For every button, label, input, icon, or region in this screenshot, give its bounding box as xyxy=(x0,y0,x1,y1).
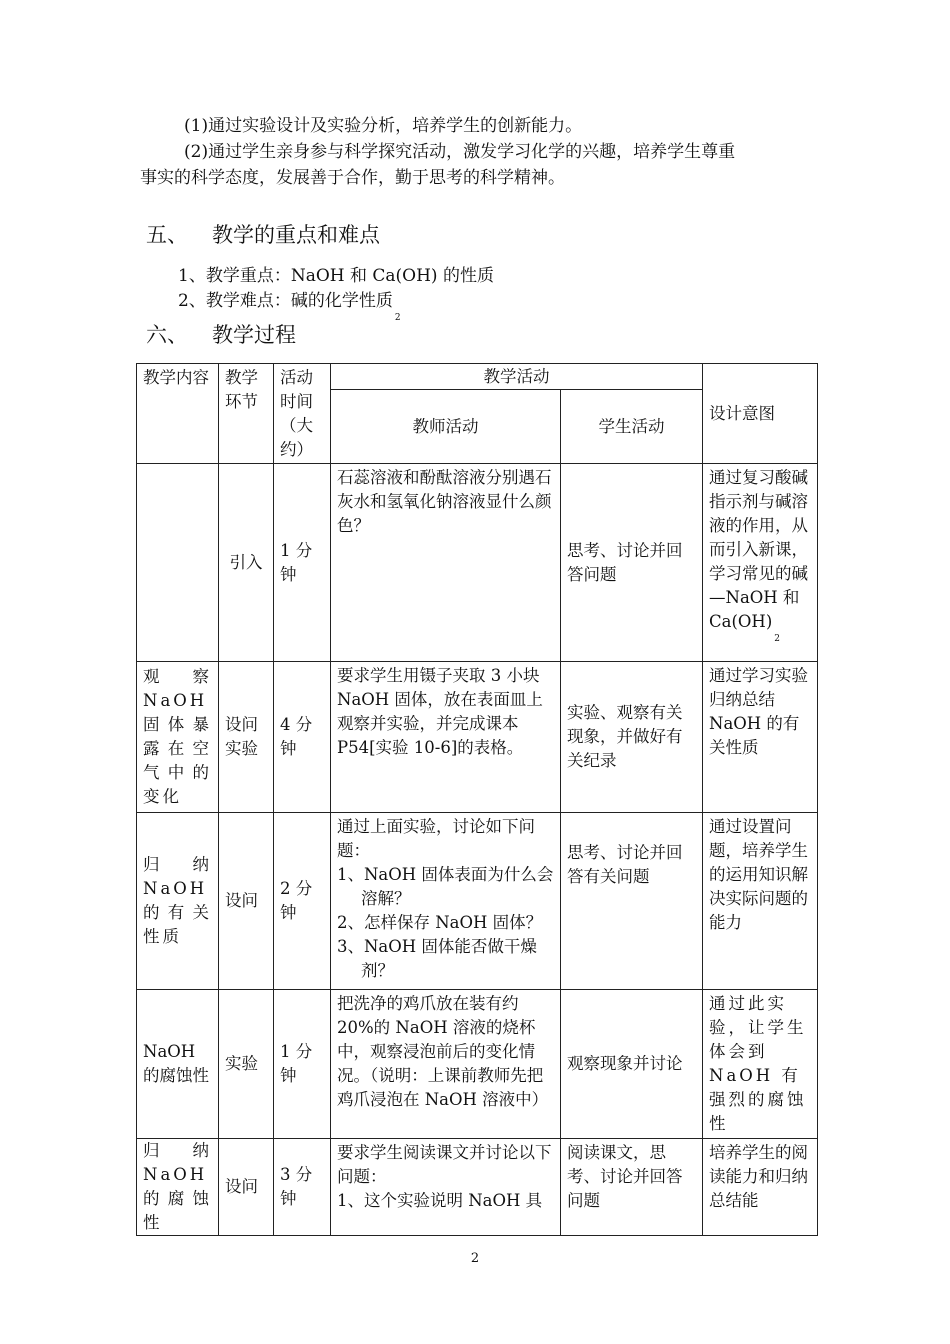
teacher-intro: 要求学生阅读课文并讨论以下问题： xyxy=(337,1143,552,1186)
row-student: 观察现象并讨论 xyxy=(561,990,703,1139)
section-5-title: 教学的重点和难点 xyxy=(212,223,380,247)
section-5-heading xyxy=(146,220,380,250)
row-teacher xyxy=(331,813,561,990)
header-time-line: 时间 xyxy=(280,392,313,411)
page-number: 2 xyxy=(470,1251,480,1266)
row-stage: 引入 xyxy=(219,464,274,662)
formula-subscript: 2 xyxy=(774,634,780,644)
table-row xyxy=(137,813,818,990)
key-point-text: 1、教学重点：NaOH 和 Ca(OH) xyxy=(178,266,438,286)
header-intent: 设计意图 xyxy=(703,364,818,464)
row-student: 实验、观察有关现象，并做好有关纪录 xyxy=(561,662,703,813)
row-intent-text: 通过复习酸碱指示剂与碱溶液的作用，从而引入新课，学习常见的碱—NaOH 和 Ca(OH) xyxy=(709,468,808,631)
objective-1: (1)通过实验设计及实验分析，培养学生的创新能力。 xyxy=(184,116,583,136)
row-stage: 设问 xyxy=(219,1139,274,1236)
row-intent: 通过学习实验归纳总结 NaOH 的有关性质 xyxy=(703,662,818,813)
row-stage: 实验 xyxy=(219,990,274,1139)
header-teaching-activity: 教学活动 xyxy=(331,364,703,390)
table-header-row xyxy=(137,364,818,390)
row-content: NaOH 的腐蚀性 xyxy=(137,990,219,1139)
teaching-process-table xyxy=(136,363,818,1236)
row-teacher: 要求学生用镊子夹取 3 小块 NaOH 固体，放在表面皿上观察并实验，并完成课本 P54[实验 10-6]的表格。 xyxy=(331,662,561,813)
row-stage: 设问 xyxy=(219,813,274,990)
header-teacher: 教师活动 xyxy=(331,390,561,464)
row-intent xyxy=(703,464,818,662)
header-student: 学生活动 xyxy=(561,390,703,464)
question-item: 3、NaOH 固体能否做干燥剂？ xyxy=(337,937,537,980)
question-item: 1、这个实验说明 NaOH 具 xyxy=(337,1191,543,1210)
header-time xyxy=(274,364,331,464)
row-teacher: 石蕊溶液和酚酞溶液分别遇石灰水和氢氧化钠溶液显什么颜色？ xyxy=(331,464,561,662)
table-row xyxy=(137,662,818,813)
header-time-line: 约） xyxy=(280,440,313,459)
row-student: 阅读课文，思考、讨论并回答问题 xyxy=(561,1139,703,1236)
formula-subscript: 2 xyxy=(394,313,401,323)
header-stage: 教学环节 xyxy=(219,364,274,464)
key-point xyxy=(178,263,494,289)
section-6-heading xyxy=(146,320,296,350)
row-content xyxy=(137,464,219,662)
row-time: 4 分钟 xyxy=(274,662,331,813)
row-time: 2 分钟 xyxy=(274,813,331,990)
section-6-number: 六、 xyxy=(146,323,188,347)
header-time-line: 活动 xyxy=(280,368,313,387)
row-teacher: 把洗净的鸡爪放在装有约 20%的 NaOH 溶液的烧杯中，观察浸泡前后的变化情况。（说明：上课前教师先把鸡爪浸泡在 NaOH 溶液中） xyxy=(331,990,561,1139)
row-time: 3 分钟 xyxy=(274,1139,331,1236)
row-content: 归纳 NaOH 的有关性质 xyxy=(137,813,219,990)
row-intent: 通过设置问题，培养学生的运用知识解决实际问题的能力 xyxy=(703,813,818,990)
row-content: 观察 NaOH 固体暴露在空气中的变化 xyxy=(137,662,219,813)
row-intent: 通过此实验，让学生体会到 NaOH 有强烈的腐蚀性 xyxy=(703,990,818,1139)
table-row xyxy=(137,464,818,662)
objective-2-line2: 事实的科学态度，发展善于合作，勤于思考的科学精神。 xyxy=(140,168,565,188)
table-row xyxy=(137,1139,818,1236)
question-item: 2、怎样保存 NaOH 固体？ xyxy=(337,913,543,932)
row-content: 归纳 NaOH 的腐蚀性 xyxy=(137,1139,219,1236)
header-content: 教学内容 xyxy=(137,364,219,464)
row-time: 1 分钟 xyxy=(274,464,331,662)
row-stage: 设问实验 xyxy=(219,662,274,813)
teacher-intro: 通过上面实验，讨论如下问题： xyxy=(337,817,535,860)
row-intent: 培养学生的阅读能力和归纳总结能 xyxy=(703,1139,818,1236)
difficulty-text: 2、教学难点：碱的化学性质 xyxy=(178,291,393,311)
section-6-title: 教学过程 xyxy=(212,323,296,347)
section-5-number: 五、 xyxy=(146,223,188,247)
table-row xyxy=(137,990,818,1139)
objective-2-line1: (2)通过学生亲身参与科学探究活动，激发学习化学的兴趣，培养学生尊重 xyxy=(184,142,736,162)
key-point-suffix: 的性质 xyxy=(437,266,494,286)
row-student: 思考、讨论并回答有关问题 xyxy=(561,813,703,990)
row-time: 1 分钟 xyxy=(274,990,331,1139)
row-student: 思考、讨论并回答问题 xyxy=(561,464,703,662)
row-teacher xyxy=(331,1139,561,1236)
question-item: 1、NaOH 固体表面为什么会溶解？ xyxy=(337,865,554,908)
header-time-line: （大 xyxy=(280,416,313,435)
